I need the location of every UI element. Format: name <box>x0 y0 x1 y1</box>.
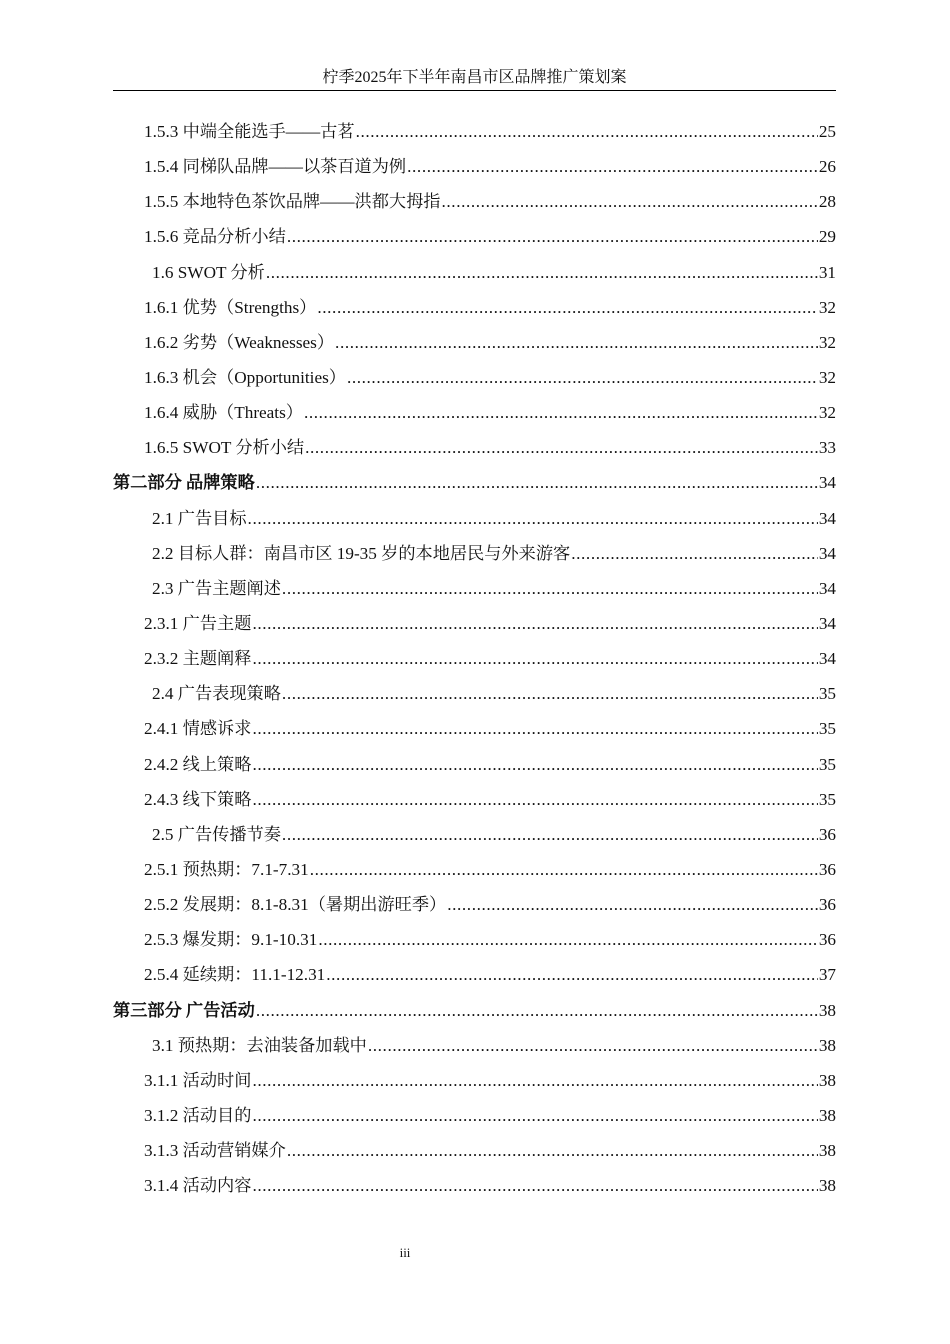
toc-entry[interactable] <box>113 395 836 430</box>
toc-entry-page: 38 <box>818 1141 836 1161</box>
toc-entry[interactable] <box>113 817 836 852</box>
toc-dot-leader <box>347 360 818 395</box>
toc-entry-page: 32 <box>818 332 836 352</box>
toc-dot-leader <box>282 676 818 711</box>
toc-dot-leader <box>304 395 818 430</box>
toc-entry[interactable] <box>113 114 836 149</box>
toc-entry[interactable] <box>113 852 836 887</box>
toc-entry-title: 2.3.1 广告主题 <box>144 613 252 633</box>
toc-entry-page: 34 <box>818 473 836 493</box>
toc-entry-title: 2.5.2 发展期：8.1-8.31（暑期出游旺季） <box>144 895 447 915</box>
toc-entry-page: 35 <box>818 684 836 704</box>
table-of-contents <box>113 114 836 1203</box>
toc-dot-leader <box>252 1063 817 1098</box>
toc-entry-title: 2.4 广告表现策略 <box>152 684 281 704</box>
toc-entry-page: 29 <box>818 227 836 247</box>
toc-entry-title: 2.5.4 延续期：11.1-12.31 <box>144 965 326 985</box>
toc-entry-title: 1.5.3 中端全能选手——古茗 <box>144 122 355 141</box>
toc-entry-title: 3.1.1 活动时间 <box>144 1070 252 1090</box>
toc-dot-leader <box>326 957 818 992</box>
toc-dot-leader <box>305 430 818 465</box>
toc-entry-title: 1.6.5 SWOT 分析小结 <box>144 438 305 458</box>
toc-dot-leader <box>252 1168 817 1203</box>
toc-entry[interactable] <box>113 957 836 992</box>
toc-dot-leader <box>252 1098 817 1133</box>
page-number: iii <box>399 1245 411 1260</box>
toc-entry-title: 2.4.2 线上策略 <box>144 754 252 774</box>
toc-entry-title: 2.1 广告目标 <box>152 508 247 528</box>
toc-entry-title: 2.3 广告主题阐述 <box>152 578 281 598</box>
toc-entry-title: 2.5.1 预热期：7.1-7.31 <box>144 859 309 879</box>
toc-entry-page: 35 <box>818 754 836 774</box>
toc-entry-title: 2.5 广告传播节奏 <box>152 824 281 844</box>
toc-entry-page: 32 <box>818 403 836 423</box>
toc-entry[interactable] <box>113 536 836 571</box>
toc-dot-leader <box>252 641 817 676</box>
toc-entry[interactable] <box>113 571 836 606</box>
toc-entry-title: 1.6.1 优势（Strengths） <box>144 297 317 317</box>
toc-entry[interactable] <box>113 290 836 325</box>
toc-entry-title: 1.5.4 同梯队品牌——以茶百道为例 <box>144 157 407 177</box>
toc-entry-page: 38 <box>818 1035 836 1055</box>
toc-entry-page: 38 <box>818 1000 836 1020</box>
toc-entry-page: 33 <box>818 438 836 458</box>
toc-entry[interactable] <box>113 501 836 536</box>
toc-entry-page: 38 <box>818 1176 836 1196</box>
toc-entry[interactable] <box>113 1098 836 1133</box>
toc-entry-page: 38 <box>818 1070 836 1090</box>
toc-entry[interactable] <box>113 219 836 254</box>
toc-entry-title: 3.1.3 活动营销媒介 <box>144 1141 286 1161</box>
toc-entry-title: 2.3.2 主题阐释 <box>144 649 252 669</box>
toc-entry-title: 2.4.1 情感诉求 <box>144 719 252 739</box>
toc-entry-title: 1.5.5 本地特色茶饮品牌——洪都大拇指 <box>144 192 441 212</box>
toc-dot-leader <box>368 1028 818 1063</box>
toc-entry[interactable] <box>113 184 836 219</box>
toc-entry[interactable] <box>113 747 836 782</box>
toc-entry-page: 32 <box>818 367 836 387</box>
toc-dot-leader <box>442 184 818 219</box>
toc-entry-page: 32 <box>818 297 836 317</box>
toc-dot-leader <box>252 606 817 641</box>
toc-entry-page: 36 <box>818 930 836 950</box>
toc-entry-page: 35 <box>818 789 836 809</box>
toc-dot-leader <box>248 501 818 536</box>
toc-entry[interactable] <box>113 360 836 395</box>
toc-dot-leader <box>447 887 818 922</box>
toc-entry[interactable] <box>113 641 836 676</box>
toc-dot-leader <box>252 711 817 746</box>
toc-entry-title: 3.1.2 活动目的 <box>144 1105 252 1125</box>
toc-dot-leader <box>571 536 818 571</box>
toc-entry-page: 36 <box>818 824 836 844</box>
toc-dot-leader <box>282 571 818 606</box>
page-header <box>113 66 836 91</box>
toc-entry[interactable] <box>113 1133 836 1168</box>
toc-dot-leader <box>256 993 818 1028</box>
toc-dot-leader <box>282 817 818 852</box>
toc-dot-leader <box>407 149 818 184</box>
toc-entry-page: 35 <box>818 719 836 739</box>
toc-entry-page: 37 <box>818 965 836 985</box>
toc-entry-title: 1.6.4 威胁（Threats） <box>144 403 303 423</box>
toc-entry-page: 31 <box>818 262 836 282</box>
document-title: 柠季2025年下半年南昌市区品牌推广策划案 <box>322 69 627 86</box>
toc-dot-leader <box>310 852 818 887</box>
toc-entry[interactable] <box>113 782 836 817</box>
toc-dot-leader <box>266 255 818 290</box>
toc-entry-title: 1.5.6 竞品分析小结 <box>144 227 286 247</box>
toc-entry-page: 28 <box>818 192 836 212</box>
toc-dot-leader <box>356 114 818 149</box>
toc-entry-page: 36 <box>818 859 836 879</box>
toc-dot-leader <box>335 325 818 360</box>
toc-entry-page: 26 <box>818 157 836 177</box>
toc-entry[interactable] <box>113 887 836 922</box>
toc-entry-title: 2.4.3 线下策略 <box>144 789 252 809</box>
toc-entry-title: 2.2 目标人群：南昌市区 19-35 岁的本地居民与外来游客 <box>152 543 571 563</box>
toc-entry-page: 34 <box>818 543 836 563</box>
toc-entry[interactable] <box>113 1028 836 1063</box>
toc-dot-leader <box>287 219 818 254</box>
toc-dot-leader <box>252 782 817 817</box>
toc-entry[interactable] <box>113 711 836 746</box>
toc-entry-title: 1.6.2 劣势（Weaknesses） <box>144 332 335 352</box>
toc-entry-page: 34 <box>818 578 836 598</box>
toc-entry-title: 第二部分 品牌策略 <box>113 473 255 493</box>
toc-entry-title: 第三部分 广告活动 <box>113 1000 255 1020</box>
toc-entry[interactable] <box>113 1168 836 1203</box>
toc-dot-leader <box>256 465 818 500</box>
toc-entry-page: 36 <box>818 895 836 915</box>
toc-entry-title: 1.6 SWOT 分析 <box>152 262 265 282</box>
toc-entry[interactable] <box>113 149 836 184</box>
toc-entry[interactable] <box>113 255 836 290</box>
toc-entry[interactable] <box>113 465 836 500</box>
toc-entry[interactable] <box>113 606 836 641</box>
toc-entry-title: 1.6.3 机会（Opportunities） <box>144 367 346 387</box>
toc-entry[interactable] <box>113 325 836 360</box>
toc-entry[interactable] <box>113 993 836 1028</box>
toc-entry[interactable] <box>113 1063 836 1098</box>
toc-entry[interactable] <box>113 676 836 711</box>
toc-entry[interactable] <box>113 430 836 465</box>
toc-entry[interactable] <box>113 922 836 957</box>
toc-dot-leader <box>318 922 818 957</box>
toc-dot-leader <box>287 1133 818 1168</box>
toc-entry-page: 25 <box>818 122 836 141</box>
toc-entry-page: 34 <box>818 649 836 669</box>
toc-entry-page: 38 <box>818 1105 836 1125</box>
toc-entry-title: 2.5.3 爆发期：9.1-10.31 <box>144 930 318 950</box>
toc-dot-leader <box>317 290 817 325</box>
toc-dot-leader <box>252 747 817 782</box>
toc-entry-page: 34 <box>818 613 836 633</box>
toc-entry-page: 34 <box>818 508 836 528</box>
toc-entry-title: 3.1 预热期：去油装备加载中 <box>152 1035 367 1055</box>
toc-entry-title: 3.1.4 活动内容 <box>144 1176 252 1196</box>
